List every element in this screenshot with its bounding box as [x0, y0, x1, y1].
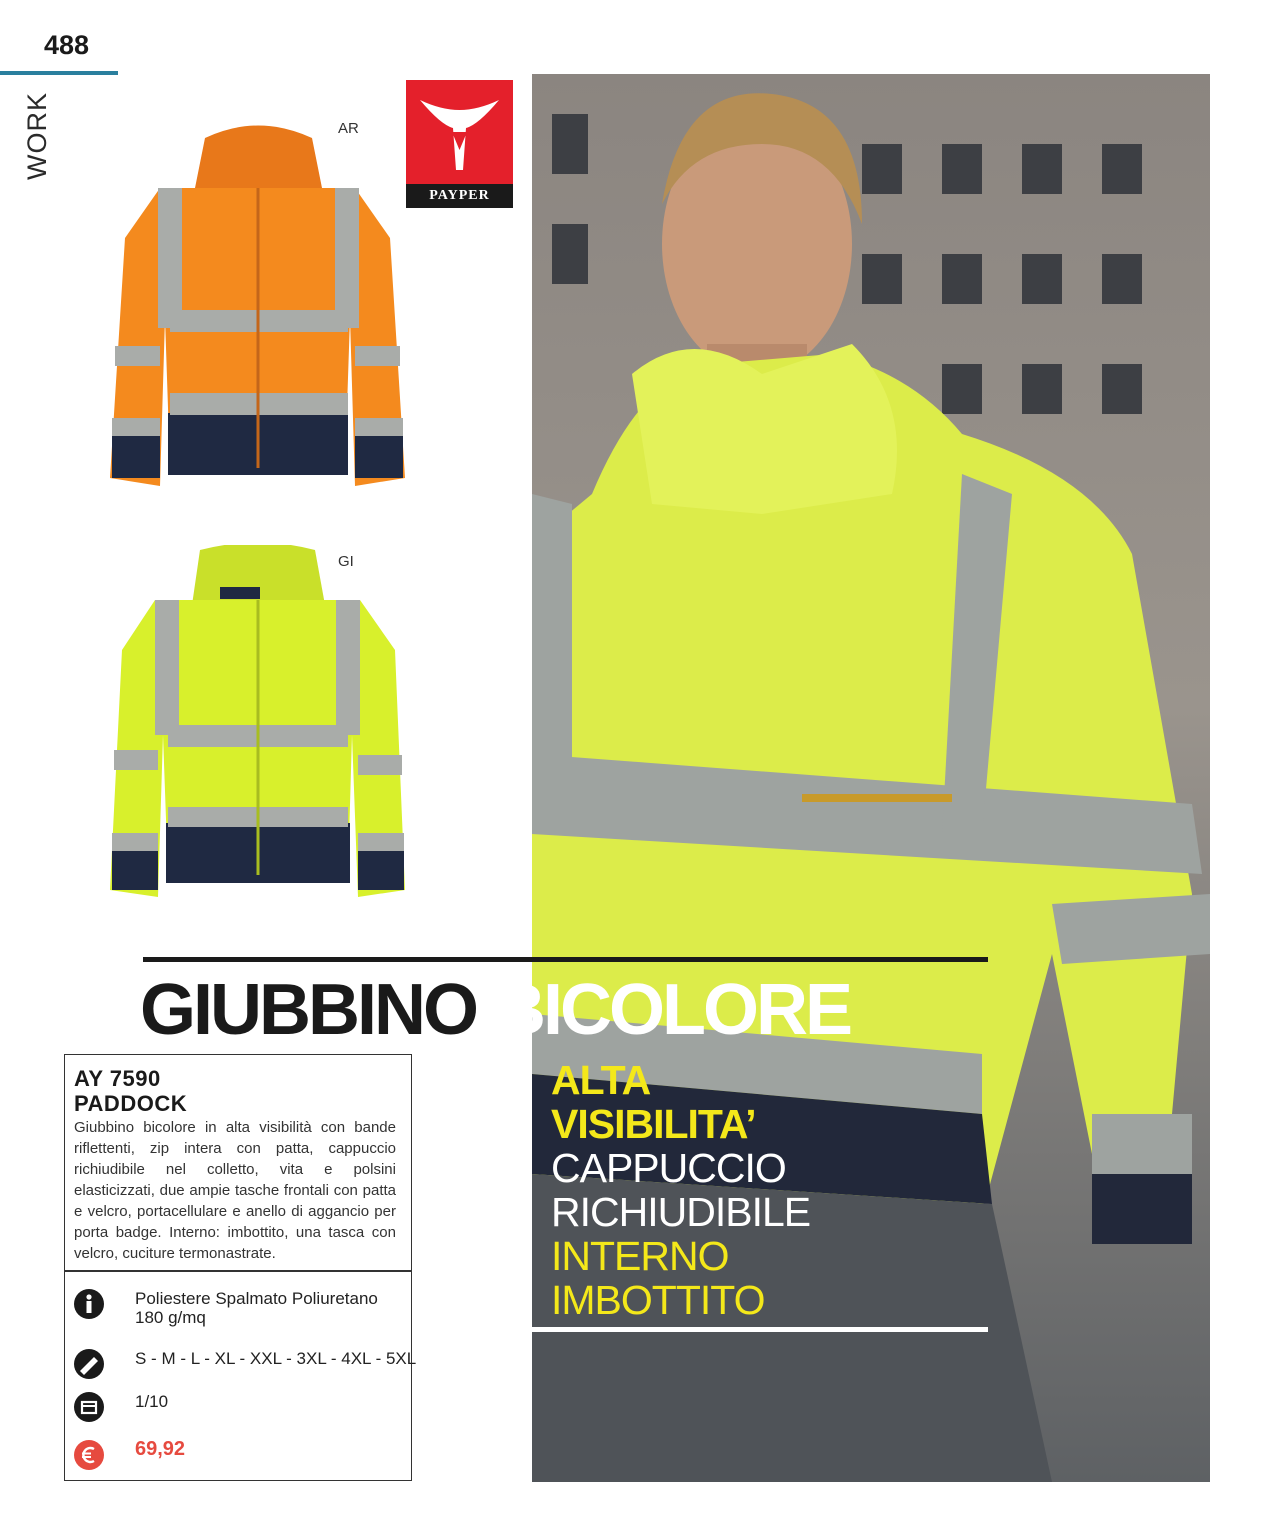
size-tag-icon — [74, 1349, 104, 1379]
info-icon — [74, 1289, 104, 1319]
payper-emblem-icon — [406, 80, 513, 184]
page-number-rule — [0, 71, 118, 75]
variant-code-ar: AR — [338, 120, 359, 137]
product-code-block — [74, 1066, 187, 1116]
orange-jacket-image — [100, 118, 415, 510]
material-line-2: 180 g/mq — [135, 1308, 206, 1327]
title-word-2: BICOLORE — [494, 970, 851, 1050]
feature-line-5: INTERNO — [551, 1233, 729, 1279]
product-description: Giubbino bicolore in alta visibilità con bande riflettenti, zip intera con patta, cappuccio richiudibile nel colletto, vita e polsini elasticizzati, due ampie tasche frontali con patta e velcro, portacellulare e anello di aggancio per porta badge. Interno: imbottito, una tasca con velcro, cuciture termonastrate. — [74, 1119, 396, 1262]
feature-list — [551, 1058, 810, 1322]
euro-icon — [74, 1440, 104, 1470]
spec-sizes — [74, 1349, 416, 1379]
feature-line-3: CAPPUCCIO — [551, 1145, 786, 1191]
page-number: 488 — [44, 30, 90, 60]
feature-line-6: IMBOTTITO — [551, 1277, 765, 1323]
feature-line-4: RICHIUDIBILE — [551, 1189, 811, 1235]
sizes-value: S - M - L - XL - XXL - 3XL - 4XL - 5XL — [135, 1349, 417, 1368]
product-code: AY 7590 — [74, 1066, 161, 1091]
section-label: WORK — [22, 92, 52, 180]
payper-logo — [406, 80, 513, 208]
spec-material — [74, 1289, 378, 1327]
price-value: 69,92 — [135, 1438, 186, 1460]
title-rule-bottom — [532, 1327, 988, 1332]
packaging-value: 1/10 — [135, 1392, 169, 1411]
info-divider — [64, 1270, 412, 1272]
variant-code-gi: GI — [338, 553, 354, 570]
yellow-jacket-image — [100, 545, 415, 920]
feature-line-2: VISIBILITA’ — [551, 1101, 756, 1147]
product-name: PADDOCK — [74, 1091, 188, 1116]
material-line-1: Poliestere Spalmato Poliuretano — [135, 1289, 378, 1308]
spec-packaging — [74, 1392, 168, 1422]
spec-price — [74, 1440, 185, 1470]
title-rule-top — [143, 957, 988, 962]
package-icon — [74, 1392, 104, 1422]
brand-name: PAYPER — [406, 184, 513, 208]
product-title — [140, 968, 850, 1052]
title-word-1: GIUBBINO — [140, 970, 476, 1050]
feature-line-1: ALTA — [551, 1057, 651, 1103]
